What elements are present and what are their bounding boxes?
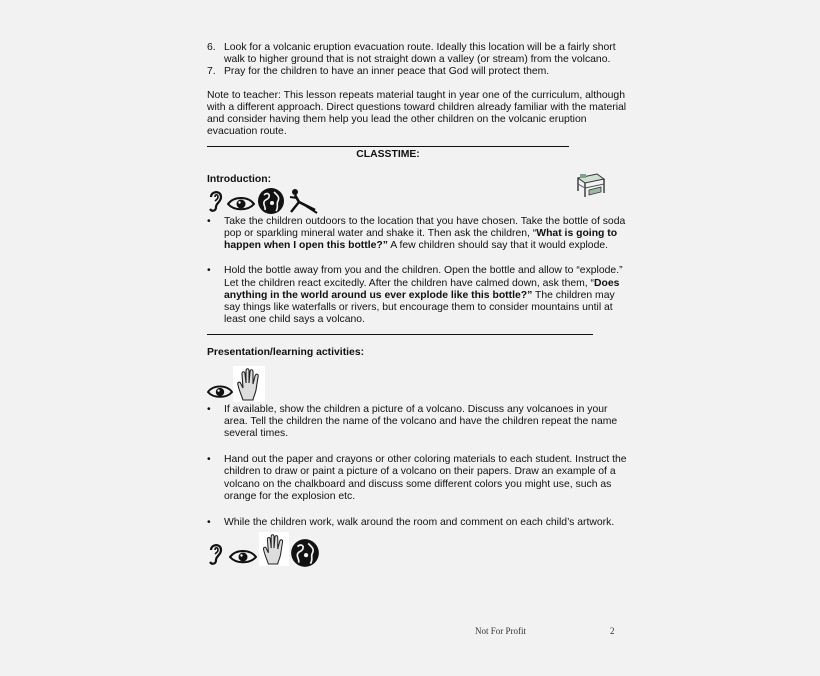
bullet-marker: • bbox=[207, 265, 211, 277]
presentation-bullet: • If available, show the children a picture of a volcano. Discuss any volcanoes in your area. Tell the children the name of the volcano and have the children repeat the name several times. bbox=[207, 403, 618, 440]
lesson-text bbox=[207, 42, 627, 569]
teacher-note: Note to teacher: This lesson repeats material taught in year one of the curriculum, although with a different approach. Direct questions toward children already familiar with the material and consider having them help you lead the other children on the volcanic eruption evacuation route. bbox=[207, 89, 627, 138]
presentation-heading: Presentation/learning activities: bbox=[207, 347, 365, 359]
page-footer bbox=[475, 626, 625, 638]
closing-icons bbox=[207, 529, 627, 569]
page-number: 2 bbox=[610, 626, 615, 636]
bullet-marker: • bbox=[207, 215, 211, 227]
eye-icon bbox=[227, 196, 255, 212]
introduction-icons bbox=[207, 186, 627, 216]
bullet-marker: • bbox=[207, 403, 211, 415]
step-7 bbox=[207, 66, 627, 78]
presentation-bullet: • While the children work, walk around the room and comment on each child’s artwork. bbox=[207, 517, 615, 529]
step-number: 7. bbox=[207, 66, 216, 78]
hand-icon bbox=[233, 366, 265, 402]
ear-icon bbox=[207, 188, 225, 214]
intro-bullet-1: • Take the children outdoors to the location that you have chosen. Take the bottle of soda pop or sparkling mineral water and shake it. Then ask the children, “What is going to happen when I open this bottle?” A few children should say that it would explode. bbox=[207, 215, 626, 252]
step-number: 6. bbox=[207, 42, 216, 53]
step-6 bbox=[207, 42, 627, 66]
ear-icon bbox=[207, 541, 225, 567]
classtime-heading: CLASSTIME: bbox=[356, 149, 420, 161]
introduction-heading: Introduction: bbox=[207, 173, 272, 185]
presentation-bullet: • Hand out the paper and crayons or other coloring materials to each student. Instruct the children to draw or paint a picture of a volcano on their papers. Draw an example of a volcano on the chalkboard and discuss some different colors you might use, such as orange for the explosion etc. bbox=[207, 454, 627, 502]
stretching-figure-icon bbox=[287, 188, 319, 214]
step-text: Pray for the children to have an inner peace that God will protect them. bbox=[224, 66, 550, 78]
globe-icon bbox=[289, 537, 321, 569]
eye-icon bbox=[229, 549, 257, 565]
eye-icon bbox=[207, 384, 233, 400]
intro-bullet-2: • Hold the bottle away from you and the children. Open the bottle and allow to “explode.” Let the children react excitedly. After the children have calmed down, ask them, “Does anything in the world around us ever explode like this bottle?” The children may say things like waterfalls or rivers, but encourage them to consider mountains until at least one child says a volcano. bbox=[207, 265, 623, 326]
step-text: Look for a volcanic eruption evacuation route. Ideally this location will be a fairly short walk to higher ground that is not straight down a valley (or stream) from the volcano. bbox=[224, 42, 616, 66]
bullet-marker: • bbox=[207, 517, 211, 529]
hand-icon bbox=[259, 531, 289, 567]
footer-text: Not For Profit bbox=[475, 626, 527, 636]
presentation-icons bbox=[207, 360, 627, 404]
bullet-marker: • bbox=[207, 454, 211, 466]
divider-line bbox=[207, 146, 569, 147]
globe-icon bbox=[256, 186, 286, 216]
desk-icon bbox=[575, 170, 607, 200]
